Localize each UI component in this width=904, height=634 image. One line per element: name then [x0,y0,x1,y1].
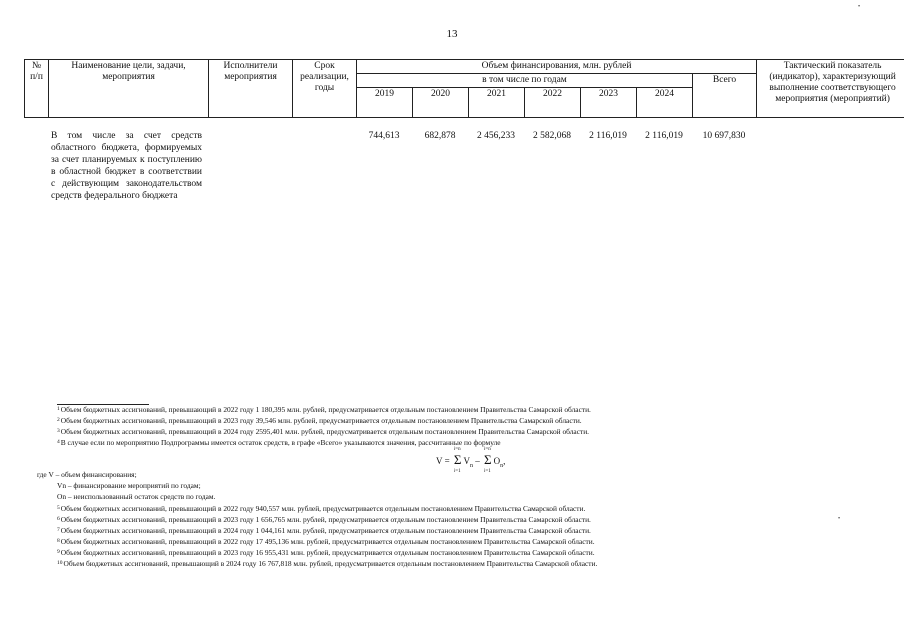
formula-term2-sub: n [500,462,504,469]
header-year: 2021 [469,88,525,118]
footnote-mark: 5 [57,505,60,511]
footnote [57,415,582,426]
footnote [57,437,501,448]
sum-symbol: Σ i=n i=1 [484,447,492,474]
header-executors: Исполнители мероприятия [209,60,293,118]
footnote-text: Объем бюджетных ассигнований, превышающий в 2023 году 16 955,431 млн. рублей, предусматривается отдельным постановлением Правительства Самарской области. [60,548,595,557]
scan-speck: • [838,516,841,522]
footnote-text: Объем бюджетных ассигнований, превышающий в 2023 году 39,546 млн. рублей, предусматривается отдельным постановлением Правительства Самарской области. [60,416,582,425]
sum-lower-limit: i=1 [484,469,491,474]
footnote-mark: 7 [57,527,60,533]
footnote-text: Объем бюджетных ассигнований, превышающий в 2022 году 17 495,136 млн. рублей, предусматривается отдельным постановлением Правительства Самарской области. [60,537,595,546]
footnote [57,547,595,558]
footnote-text: Объем бюджетных ассигнований, превышающий в 2022 году 940,557 млн. рублей, предусматривается отдельным постановлением Правительства Самарской области. [60,504,586,513]
footnote [57,536,595,547]
formula-term2: O [493,456,501,466]
row-value: 744,613 [368,131,400,141]
footnote [57,426,589,437]
sum-upper-limit: i=n [453,447,461,452]
definition-v: где V – объем финансирования; [37,470,137,479]
header-indicator: Тактический показатель (индикатор), характеризующий выполнение соответствующего мероприятия (мероприятий) [757,60,904,118]
row-total: 10 697,830 [702,131,746,141]
row-value: 2 582,068 [533,131,571,141]
footnote-mark: 6 [57,516,60,522]
program-table-body [24,130,904,202]
page-number: 13 [446,28,458,40]
footnote-mark: 10 [57,560,63,566]
row-term [292,130,356,202]
header-num: № п/п [25,60,49,118]
footnote-mark: 3 [57,428,60,434]
formula-term1: V [463,456,470,466]
footnote-text: Объем бюджетных ассигнований, превышающий в 2024 году 1 044,161 млн. рублей, предусматривается отдельным постановлением Правительства Самарской области. [60,526,591,535]
footnote-text: В случае если по мероприятию Подпрограммы имеется остаток средств, в графе «Всего» указываются значения, рассчитанные по формуле [60,438,501,447]
row-indicator [756,130,904,202]
footnote-text: Объем бюджетных ассигнований, превышающий в 2024 году 16 767,818 млн. рублей, предусматривается отдельным постановлением Правительства Самарской области. [63,559,598,568]
program-table-header [24,59,904,118]
footnote [57,525,591,536]
footnote-mark: 4 [57,439,60,445]
table-row [24,130,904,202]
sum-lower-limit: i=1 [453,469,461,474]
footnote-text: Объем бюджетных ассигнований, превышающий в 2023 году 1 656,765 млн. рублей, предусматривается отдельным постановлением Правительства Самарской области. [60,515,591,524]
formula-minus: – [475,456,480,466]
footnote-mark: 8 [57,538,60,544]
footnote [57,558,597,569]
definition-vn: Vn – финансирование мероприятий по годам; [57,481,201,490]
header-year: 2019 [357,88,413,118]
footnote [57,514,591,525]
header-year: 2024 [637,88,693,118]
row-value: 682,878 [424,131,456,141]
row-executors [208,130,292,202]
footnote-text: Объем бюджетных ассигнований, превышающий в 2022 году 1 180,395 млн. рублей, предусматривается отдельным постановлением Правительства Самарской области. [60,405,591,414]
definition-on: On – неиспользованный остаток средств по годам. [57,492,216,501]
header-financing: Объем финансирования, млн. рублей [357,60,757,74]
formula-tail: , [503,456,506,466]
header-year: 2022 [525,88,581,118]
header-name: Наименование цели, задачи, мероприятия [49,60,209,118]
footnote-text: Объем бюджетных ассигнований, превышающий в 2024 году 2595,401 млн. рублей, предусматривается отдельным постановлением Правительства Самарской области. [60,427,590,436]
footnote-mark: 1 [57,406,60,412]
footnote [57,404,591,415]
scan-speck: • [858,4,861,10]
formula-term1-sub: n [470,462,473,469]
row-description: В том числе за счет средств областного бюджета, формируемых за счет планируемых к поступлению в областной бюджет в соответствии с действующим законодательством средств федерального бюджета [51,131,202,201]
row-value: 2 116,019 [645,131,683,141]
header-by-years: в том числе по годам [357,74,693,88]
financing-formula [436,447,506,474]
header-term: Срок реализации, годы [293,60,357,118]
header-year: 2023 [581,88,637,118]
header-total: Всего [693,74,757,118]
sum-upper-limit: i=n [484,447,491,452]
row-value: 2 116,019 [589,131,627,141]
formula-lhs: V = [436,456,450,466]
footnote-mark: 2 [57,417,60,423]
footnote [57,503,585,514]
footnote-mark: 9 [57,549,60,555]
row-value: 2 456,233 [477,131,515,141]
header-year: 2020 [413,88,469,118]
sum-symbol: Σ i=n i=1 [453,447,462,474]
